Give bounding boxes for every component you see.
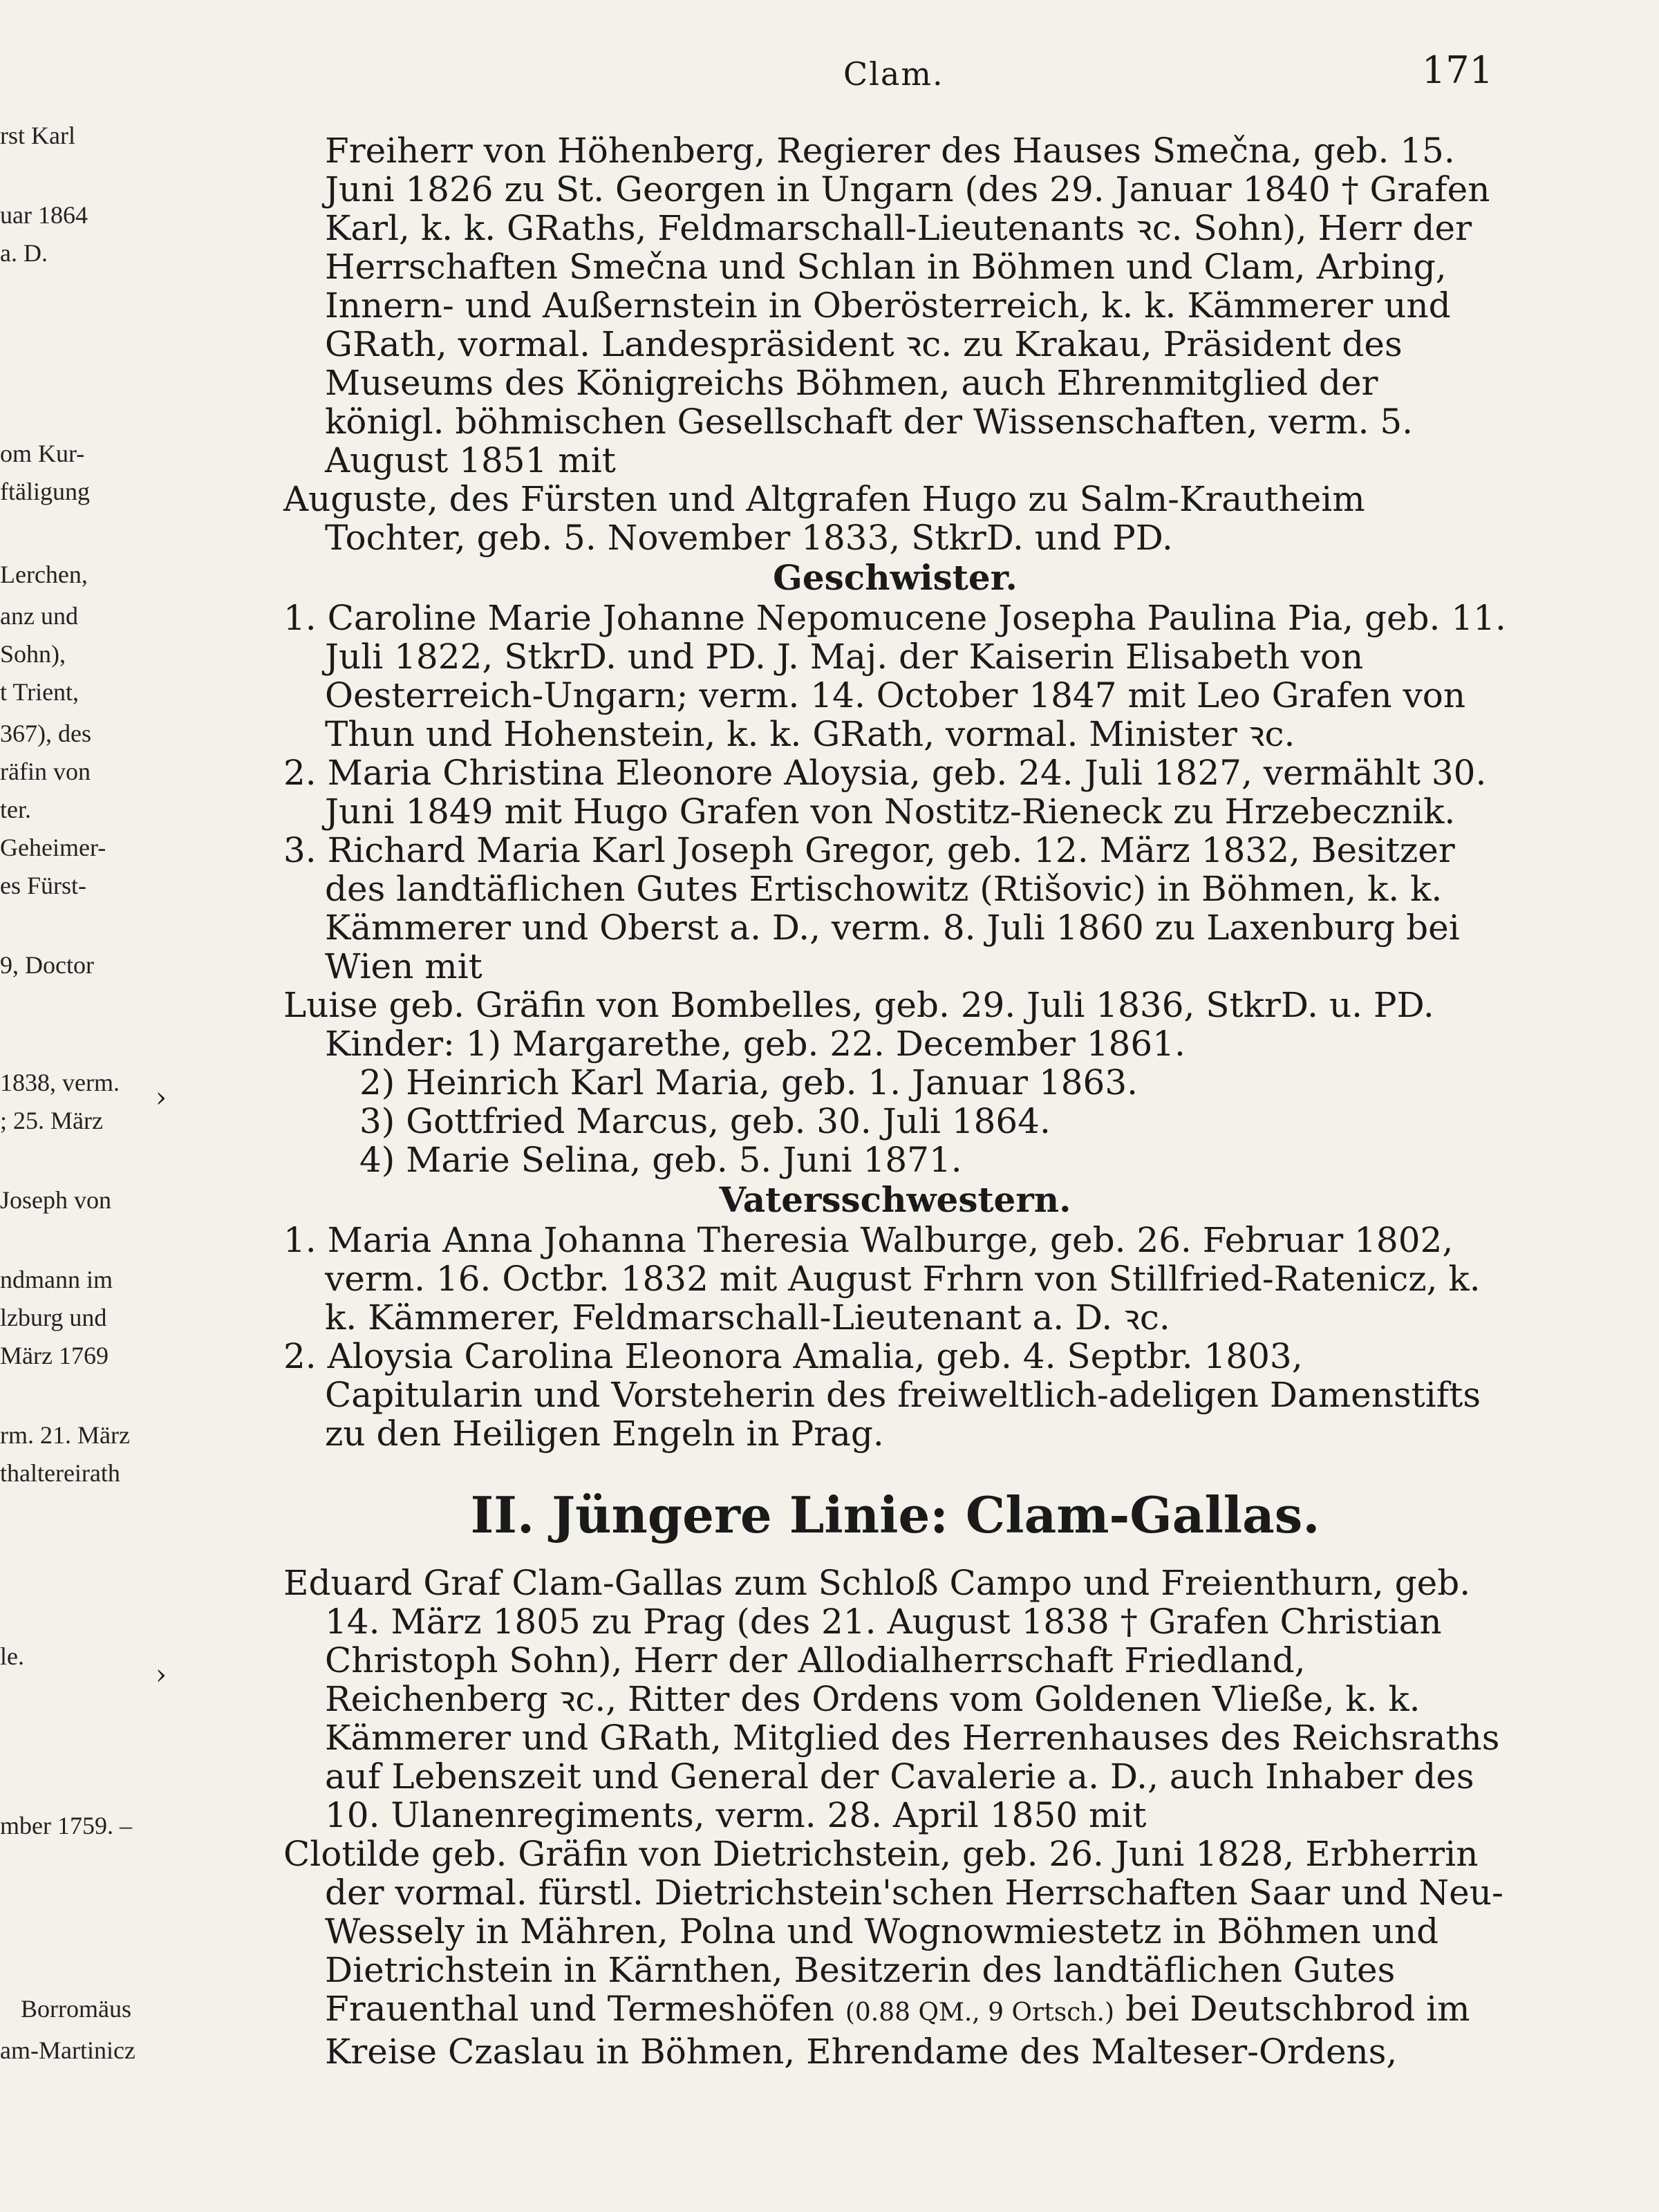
aunt-entry: 2. Aloysia Carolina Eleonora Amalia, geb. 4. Septbr. 1803, Capitularin und Vorsteherin des freiweltlich-adeligen Damenstifts zu den Heiligen Engeln in Prag. (283, 1336, 1481, 1454)
aunt-entry: 1. Maria Anna Johanna Theresia Walburge, geb. 26. Februar 1802, verm. 16. Octbr. 1832 mit August Frhrn von Stillfried-Ratenicz, k. k. Kämmerer, Feldmarschall-Lieutenant a. D. ꝛc. (283, 1220, 1481, 1338)
children-list (283, 1024, 1507, 1179)
gutter-text: Geheimer- (0, 834, 106, 861)
running-head: Clam. (843, 55, 944, 93)
gutter-text: thaltereirath (0, 1459, 120, 1487)
spouse-entry: Luise geb. Gräfin von Bombelles, geb. 29. Juli 1836, StkrD. u. PD. (283, 985, 1434, 1025)
head-of-line-entry: Eduard Graf Clam-Gallas zum Schloß Campo und Freienthurn, geb. 14. März 1805 zu Prag (des 21. August 1838 † Grafen Christian Christoph Sohn), Herr der Allodialherrschaft Friedland, Reichenberg ꝛc., Ritter des Ordens vom Goldenen Vließe, k. k. Kämmerer und GRath, Mitglied des Herrenhauses des Reichsraths auf Lebenszeit und General der Cavalerie a. D., auch Inhaber des 10. Ulanenregiments, verm. 28. April 1850 mit (283, 1563, 1500, 1835)
section-title: II. Jüngere Linie: Clam-Gallas. (470, 1485, 1320, 1544)
gutter-text: 9, Doctor (0, 951, 94, 979)
spouse-text-cont: bei Deutschbrod im Kreise Czaslau in Böhmen, Ehrendame des Malteser-Ordens, (325, 1989, 1470, 2072)
gutter-text: Lerchen, (0, 561, 88, 588)
page-header (276, 48, 1493, 104)
page-number: 171 (1421, 48, 1493, 92)
gutter-text: mber 1759. – (0, 1812, 132, 1839)
spouse-entry (283, 1835, 1507, 2071)
gutter-text: räfin von (0, 758, 91, 785)
gutter-text: am-Martinicz (0, 2036, 135, 2064)
gutter-text: ndmann im (0, 1266, 113, 1293)
section-subhead: Geschwister. (773, 557, 1018, 598)
gutter-text: 367), des (0, 720, 91, 747)
gutter-text: ; 25. März (0, 1107, 103, 1134)
left-margin-fragments (0, 0, 138, 2212)
gutter-text: rst Karl (0, 122, 75, 149)
margin-mark: › (156, 1082, 167, 1114)
gutter-text: März 1769 (0, 1342, 109, 1369)
sibling-entry: 2. Maria Christina Eleonore Aloysia, geb. 24. Juli 1827, vermählt 30. Juni 1849 mit Hugo Grafen von Nostitz-Rieneck zu Hrzebecznik. (283, 753, 1487, 832)
area-note: (0.88 QM., 9 Ortsch.) (845, 1998, 1115, 2027)
section-subhead: Vatersschwestern. (719, 1179, 1071, 1220)
child-entry: 2) Heinrich Karl Maria, geb. 1. Januar 1863. (359, 1062, 1138, 1103)
gutter-text: Sohn), (0, 640, 66, 668)
gutter-text: rm. 21. März (0, 1421, 130, 1449)
child-entry: 3) Gottfried Marcus, geb. 30. Juli 1864. (359, 1101, 1051, 1141)
page-body (283, 131, 1507, 2071)
child-entry: 4) Marie Selina, geb. 5. Juni 1871. (359, 1140, 962, 1180)
spouse-text: Clotilde geb. Gräfin von Dietrichstein, geb. 26. Juni 1828, Erbherrin der vormal. fürstl. Dietrichstein'schen Herrschaften Saar und Neu-Wessely in Mähren, Polna und Wognowmiestetz in Böhmen und Dietrichstein in Kärnthen, Besitzerin des landtäflichen Gutes Frauenthal und Termeshöfen (283, 1834, 1503, 2029)
gutter-text: lzburg und (0, 1304, 107, 1331)
gutter-text: anz und (0, 602, 78, 630)
gutter-text: Borromäus (21, 1995, 131, 2023)
gutter-text: le. (0, 1642, 24, 1670)
gutter-text: t Trient, (0, 678, 79, 706)
gutter-text: ftäligung (0, 478, 90, 505)
sibling-entry: 3. Richard Maria Karl Joseph Gregor, geb. 12. März 1832, Besitzer des landtäflichen Gutes Ertischowitz (Rtišovic) in Böhmen, k. k. Kämmerer und Oberst a. D., verm. 8. Juli 1860 zu Laxenburg bei Wien mit (283, 830, 1460, 986)
gutter-text: a. D. (0, 239, 48, 267)
entry-paragraph: Freiherr von Höhenberg, Regierer des Hauses Smečna, geb. 15. Juni 1826 zu St. Georgen in Ungarn (des 29. Januar 1840 † Grafen Karl, k. k. GRaths, Feldmarschall-Lieutenants ꝛc. Sohn), Herr der Herrschaften Smečna und Schlan in Böhmen und Clam, Arbing, Innern- und Außernstein in Oberösterreich, k. k. Kämmerer und GRath, vormal. Landespräsident ꝛc. zu Krakau, Präsident des Museums des Königreichs Böhmen, auch Ehrenmitglied der königl. böhmischen Gesellschaft der Wissenschaften, verm. 5. August 1851 mit (325, 131, 1490, 480)
gutter-text: Joseph von (0, 1186, 111, 1214)
sibling-entry: 1. Caroline Marie Johanne Nepomucene Josepha Paulina Pia, geb. 11. Juli 1822, StkrD. und PD. J. Maj. der Kaiserin Elisabeth von Oesterreich-Ungarn; verm. 14. October 1847 mit Leo Grafen von Thun und Hohenstein, k. k. GRath, vormal. Minister ꝛc. (283, 598, 1506, 754)
gutter-text: om Kur- (0, 440, 85, 467)
child-entry: 1) Margarethe, geb. 22. December 1861. (465, 1024, 1185, 1064)
gutter-text: es Fürst- (0, 872, 86, 899)
gutter-text: 1838, verm. (0, 1069, 120, 1096)
spouse-entry: Auguste, des Fürsten und Altgrafen Hugo zu Salm-Krautheim Tochter, geb. 5. November 1833, StkrD. und PD. (283, 479, 1365, 558)
children-label: Kinder: (325, 1024, 455, 1064)
margin-mark: › (156, 1659, 167, 1691)
gutter-text: ter. (0, 796, 31, 823)
gutter-text: uar 1864 (0, 201, 88, 229)
